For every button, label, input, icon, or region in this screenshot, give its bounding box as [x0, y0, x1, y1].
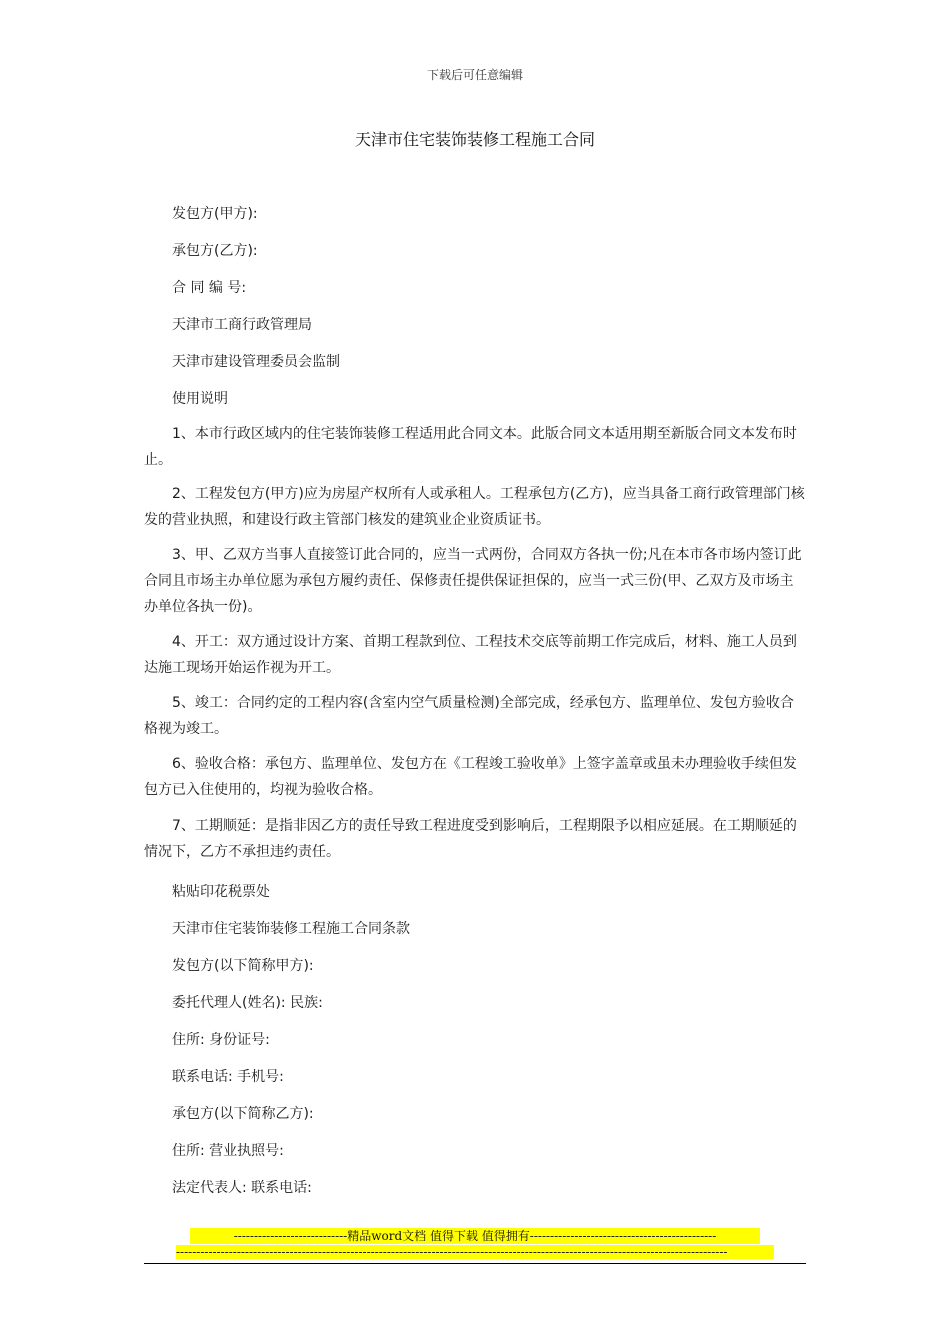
footer-divider: [144, 1263, 806, 1264]
footer-banner: ----------------------------精品word文档 值得下载 值得拥有----------------------------------------------: [190, 1228, 760, 1244]
instruction-paragraph-2: 2、工程发包方(甲方)应为房屋产权所有人或承租人。工程承包方(乙方)，应当具备工商行政管理部门核发的营业执照，和建设行政主管部门核发的建筑业企业资质证书。: [144, 486, 805, 528]
party-a-short-line: 发包方(以下简称甲方):: [172, 958, 314, 974]
address-license-line: 住所: 营业执照号:: [172, 1143, 284, 1159]
instruction-paragraph-5: 5、竣工：合同约定的工程内容(含室内空气质量检测)全部完成，经承包方、监理单位、发包方验收合格视为竣工。: [144, 695, 794, 737]
party-b-line: 承包方(乙方):: [172, 243, 258, 259]
phone-mobile-line: 联系电话: 手机号:: [172, 1069, 284, 1085]
party-a-line: 发包方(甲方):: [172, 206, 258, 222]
stamp-area-line: 粘贴印花税票处: [172, 884, 270, 900]
instructions-heading: 使用说明: [172, 391, 228, 407]
footer-dashes: ----------------------------------------------------------------------------------------------------------------------------------------: [176, 1245, 774, 1259]
legal-representative-line: 法定代表人: 联系电话:: [172, 1180, 312, 1196]
instruction-paragraph-6: 6、验收合格：承包方、监理单位、发包方在《工程竣工验收单》上签字盖章或虽未办理验收手续但发包方已入住使用的，均视为验收合格。: [144, 756, 797, 798]
clauses-title-line: 天津市住宅装饰装修工程施工合同条款: [172, 921, 410, 937]
issuer-line: 天津市工商行政管理局: [172, 317, 312, 333]
instruction-paragraph-1: 1、本市行政区域内的住宅装饰装修工程适用此合同文本。此版合同文本适用期至新版合同文本发布时止。: [144, 426, 797, 468]
header-note: 下载后可任意编辑: [426, 68, 523, 82]
instruction-paragraph-7: 7、工期顺延：是指非因乙方的责任导致工程进度受到影响后，工程期限予以相应延展。在工期顺延的情况下，乙方不承担违约责任。: [144, 818, 797, 860]
page-title: 天津市住宅装饰装修工程施工合同: [354, 130, 595, 149]
instruction-paragraph-4: 4、开工：双方通过设计方案、首期工程款到位、工程技术交底等前期工作完成后，材料、施工人员到达施工现场开始运作视为开工。: [144, 634, 797, 676]
address-id-line: 住所: 身份证号:: [172, 1032, 270, 1048]
agent-line: 委托代理人(姓名): 民族:: [172, 995, 323, 1011]
party-b-short-line: 承包方(以下简称乙方):: [172, 1106, 314, 1122]
supervisor-line: 天津市建设管理委员会监制: [172, 354, 340, 370]
instruction-paragraph-3: 3、甲、乙双方当事人直接签订此合同的，应当一式两份，合同双方各执一份;凡在本市各市场内签订此合同且市场主办单位愿为承包方履约责任、保修责任提供保证担保的，应当一式三份(甲、乙双方及市场主办单位各执一份)。: [144, 547, 802, 615]
contract-number-line: 合 同 编 号:: [172, 280, 247, 296]
